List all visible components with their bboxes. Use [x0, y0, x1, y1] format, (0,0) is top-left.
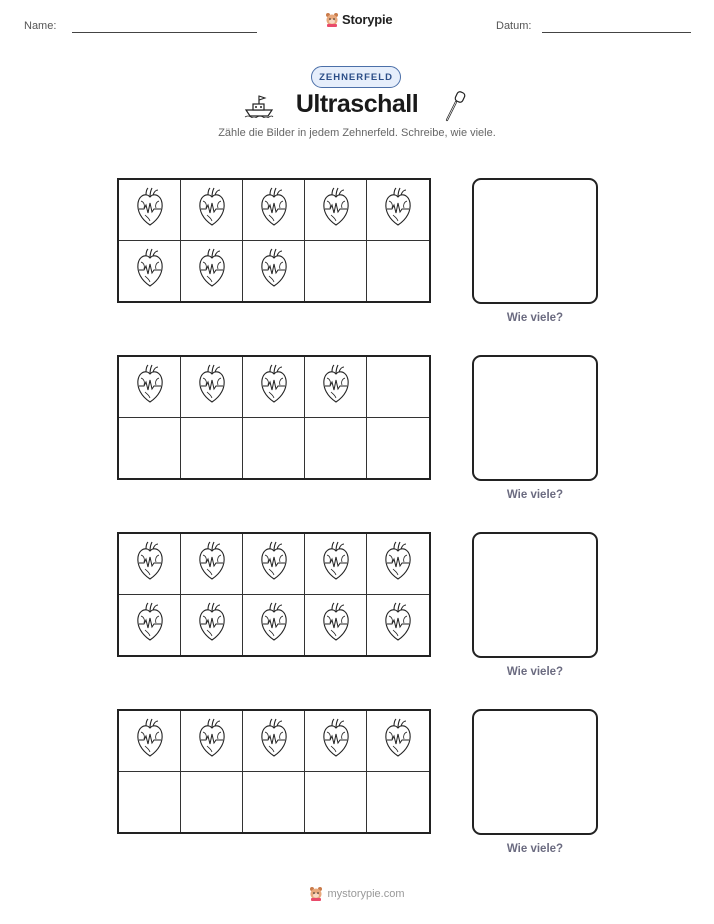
ten-frame-cell: [119, 595, 181, 656]
boat-icon: [244, 94, 274, 118]
ten-frame-cell: [181, 357, 243, 418]
ten-frame-cell: [119, 180, 181, 241]
ten-frame-cell: [305, 241, 367, 302]
ten-frame-cell: [243, 418, 305, 479]
answer-box-2[interactable]: [472, 355, 598, 481]
anatomical-heart-icon: [197, 718, 227, 763]
anatomical-heart-icon: [321, 602, 351, 647]
anatomical-heart-icon: [259, 718, 289, 763]
anatomical-heart-icon: [321, 187, 351, 232]
ten-frame-cell: [181, 180, 243, 241]
ten-frame-cell: [243, 180, 305, 241]
ten-frame-1: [117, 178, 431, 303]
ten-frame-cell: [367, 418, 429, 479]
ten-frame-cell: [367, 772, 429, 833]
date-label: Datum:: [496, 20, 532, 32]
storypie-logo: [325, 12, 392, 27]
ten-frame-cell: [367, 534, 429, 595]
anatomical-heart-icon: [197, 602, 227, 647]
name-line[interactable]: [72, 32, 257, 33]
page-title: Ultraschall: [295, 90, 419, 118]
ten-frame-cell: [119, 418, 181, 479]
anatomical-heart-icon: [197, 364, 227, 409]
anatomical-heart-icon: [321, 718, 351, 763]
ten-frame-cell: [305, 534, 367, 595]
ten-frame-cell: [243, 357, 305, 418]
answer-box-3[interactable]: [472, 532, 598, 658]
anatomical-heart-icon: [383, 541, 413, 586]
ten-frame-cell: [367, 711, 429, 772]
answer-box-1[interactable]: [472, 178, 598, 304]
ten-frame-cell: [119, 357, 181, 418]
anatomical-heart-icon: [135, 364, 165, 409]
ten-frame-cell: [305, 595, 367, 656]
anatomical-heart-icon: [259, 541, 289, 586]
ten-frame-cell: [243, 711, 305, 772]
bear-mascot-icon: [309, 886, 323, 901]
anatomical-heart-icon: [135, 541, 165, 586]
name-label: Name:: [24, 20, 57, 32]
ten-frame-cell: [305, 357, 367, 418]
ten-frame-cell: [243, 772, 305, 833]
ten-frame-cell: [181, 711, 243, 772]
ten-frame-2: [117, 355, 431, 480]
anatomical-heart-icon: [383, 718, 413, 763]
how-many-prompt-1: Wie viele?: [506, 312, 564, 324]
ten-frame-cell: [181, 534, 243, 595]
ten-frame-cell: [367, 180, 429, 241]
ten-frame-3: [117, 532, 431, 657]
how-many-prompt-2: Wie viele?: [506, 489, 564, 501]
anatomical-heart-icon: [135, 248, 165, 293]
ten-frame-cell: [119, 711, 181, 772]
ten-frame-cell: [305, 418, 367, 479]
anatomical-heart-icon: [197, 541, 227, 586]
bear-mascot-icon: [325, 12, 339, 27]
ten-frame-cell: [181, 418, 243, 479]
ten-frame-cell: [181, 241, 243, 302]
ten-frame-cell: [243, 595, 305, 656]
anatomical-heart-icon: [259, 602, 289, 647]
date-line[interactable]: [542, 32, 691, 33]
ten-frame-cell: [119, 241, 181, 302]
anatomical-heart-icon: [321, 364, 351, 409]
ten-frame-cell: [367, 357, 429, 418]
ultrasound-probe-icon: [442, 90, 468, 122]
ten-frame-cell: [305, 711, 367, 772]
anatomical-heart-icon: [383, 187, 413, 232]
worksheet-type-badge: ZEHNERFELD: [311, 66, 401, 88]
anatomical-heart-icon: [383, 602, 413, 647]
how-many-prompt-3: Wie viele?: [506, 666, 564, 678]
ten-frame-cell: [305, 772, 367, 833]
ten-frame-cell: [119, 534, 181, 595]
anatomical-heart-icon: [197, 248, 227, 293]
footer-url: mystorypie.com: [327, 887, 405, 900]
ten-frame-cell: [367, 595, 429, 656]
ten-frame-cell: [243, 241, 305, 302]
anatomical-heart-icon: [135, 187, 165, 232]
anatomical-heart-icon: [135, 602, 165, 647]
anatomical-heart-icon: [135, 718, 165, 763]
anatomical-heart-icon: [197, 187, 227, 232]
ten-frame-cell: [243, 534, 305, 595]
anatomical-heart-icon: [259, 187, 289, 232]
ten-frame-cell: [305, 180, 367, 241]
ten-frame-cell: [367, 241, 429, 302]
anatomical-heart-icon: [321, 541, 351, 586]
footer: [0, 886, 714, 901]
ten-frame-4: [117, 709, 431, 834]
how-many-prompt-4: Wie viele?: [506, 843, 564, 855]
brand-name: Storypie: [342, 12, 393, 27]
anatomical-heart-icon: [259, 364, 289, 409]
instructions: Zähle die Bilder in jedem Zehnerfeld. Schreibe, wie viele.: [218, 127, 496, 139]
answer-box-4[interactable]: [472, 709, 598, 835]
anatomical-heart-icon: [259, 248, 289, 293]
ten-frame-cell: [181, 595, 243, 656]
ten-frame-cell: [119, 772, 181, 833]
ten-frame-cell: [181, 772, 243, 833]
